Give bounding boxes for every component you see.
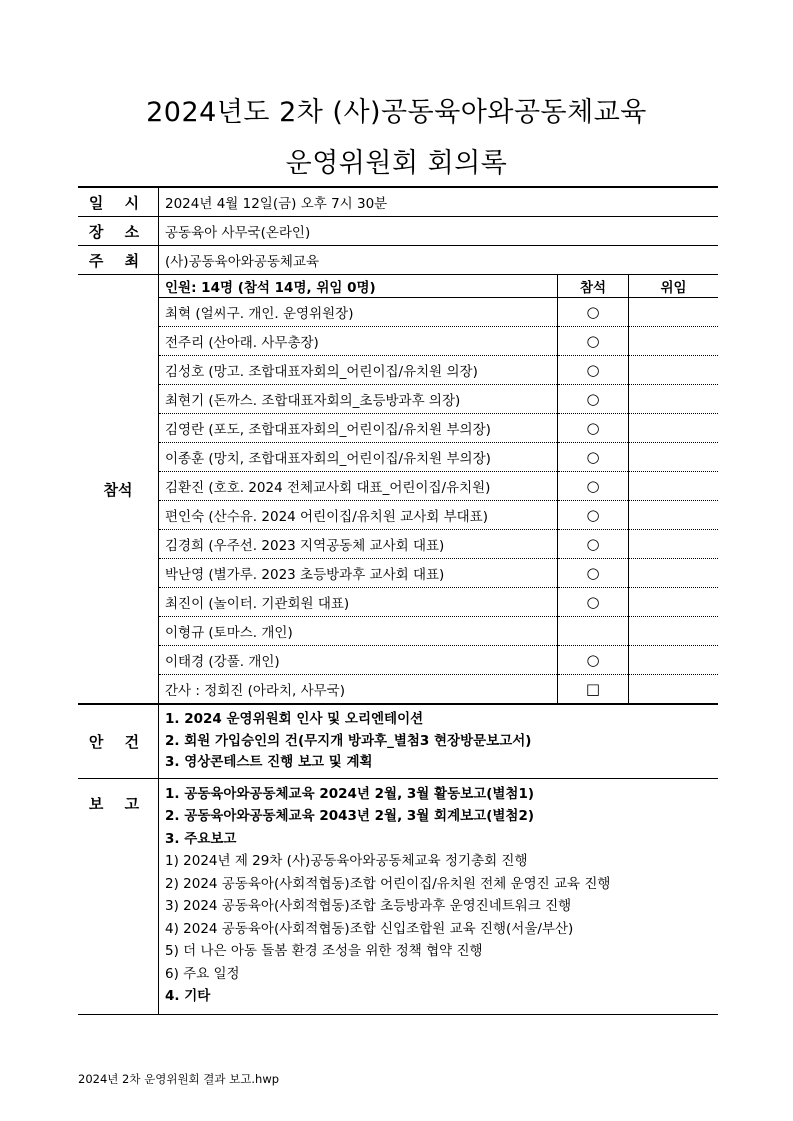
delegate-mark xyxy=(629,646,719,675)
attendee-name: 전주리 (산아래. 사무총장) xyxy=(159,327,558,356)
report-item: 5) 더 나은 아동 돌봄 환경 조성을 위한 정책 협약 진행 xyxy=(165,943,483,959)
attendee-row xyxy=(78,501,718,530)
attendee-row xyxy=(78,530,718,559)
attendee-name: 최진이 (놀이터. 기관회원 대표) xyxy=(159,588,558,617)
report-item: 6) 주요 일정 xyxy=(165,965,240,982)
delegate-mark xyxy=(629,675,719,705)
agenda-row xyxy=(78,704,718,778)
attend-mark: □ xyxy=(558,675,629,705)
attendee-row xyxy=(78,385,718,414)
delegate-mark xyxy=(629,298,719,327)
delegate-mark xyxy=(629,617,719,646)
host-row xyxy=(78,246,718,275)
attend-mark: ○ xyxy=(558,530,629,559)
attendee-name: 김경희 (우주선. 2023 지역공동체 교사회 대표) xyxy=(159,530,558,559)
attendee-name: 박난영 (별가루. 2023 초등방과후 교사회 대표) xyxy=(159,559,558,588)
report-item: 4. 기타 xyxy=(165,988,211,1004)
delegate-mark xyxy=(629,588,719,617)
attend-mark: ○ xyxy=(558,414,629,443)
delegate-mark xyxy=(629,472,719,501)
place-label: 장 소 xyxy=(78,217,159,246)
attendee-name: 최현기 (돈까스. 조합대표자회의_초등방과후 의장) xyxy=(159,385,558,414)
attend-column-header: 참석 xyxy=(558,275,629,298)
delegate-mark xyxy=(629,327,719,356)
attend-mark: ○ xyxy=(558,646,629,675)
place-value: 공동육아 사무국(온라인) xyxy=(159,217,719,246)
attendee-name: 김성호 (망고. 조합대표자회의_어린이집/유치원 의장) xyxy=(159,356,558,385)
report-item: 3. 주요보고 xyxy=(165,830,237,847)
attendee-row xyxy=(78,443,718,472)
date-value: 2024년 4월 12일(금) 오후 7시 30분 xyxy=(159,187,719,217)
attend-mark: ○ xyxy=(558,588,629,617)
delegate-mark xyxy=(629,559,719,588)
agenda-item: 1. 2024 운영위원회 인사 및 오리엔테이션 xyxy=(165,711,424,727)
attendee-row xyxy=(78,356,718,385)
report-item: 2. 공동육아와공동체교육 2043년 2월, 3월 회계보고(별첨2) xyxy=(165,808,535,824)
attendee-name: 최혁 (얼씨구. 개인. 운영위원장) xyxy=(159,298,558,327)
attendee-name: 김환진 (호호. 2024 전체교사회 대표_어린이집/유치원) xyxy=(159,472,558,501)
attend-mark: ○ xyxy=(558,327,629,356)
delegate-mark xyxy=(629,356,719,385)
report-row xyxy=(78,778,718,1014)
date-row xyxy=(78,187,718,217)
attendee-name: 이종훈 (망치, 조합대표자회의_어린이집/유치원 부의장) xyxy=(159,443,558,472)
report-item: 3) 2024 공동육아(사회적협동)조합 초등방과후 운영진네트워크 진행 xyxy=(165,898,572,914)
attendance-header-row xyxy=(78,275,718,298)
agenda-item: 3. 영상콘테스트 진행 보고 및 계획 xyxy=(165,754,373,770)
attendee-row xyxy=(78,327,718,356)
minutes-table xyxy=(78,186,718,1015)
report-item: 1. 공동육아와공동체교육 2024년 2월, 3월 활동보고(별첨1) xyxy=(165,785,535,802)
attendee-name: 김영란 (포도, 조합대표자회의_어린이집/유치원 부의장) xyxy=(159,414,558,443)
attendee-row xyxy=(78,617,718,646)
attendance-summary: 인원: 14명 (참석 14명, 위임 0명) xyxy=(159,275,558,298)
place-row xyxy=(78,217,718,246)
delegate-mark xyxy=(629,443,719,472)
attendance-label: 참석 xyxy=(78,275,159,705)
agenda-items xyxy=(159,704,719,778)
report-item: 1) 2024년 제 29차 (사)공동육아와공동체교육 정기총회 진행 xyxy=(165,853,528,869)
agenda-label: 안 건 xyxy=(78,704,159,778)
agenda-item: 2. 회원 가입승인의 건(무지개 방과후_별첨3 현장방문보고서) xyxy=(165,732,532,749)
report-item: 2) 2024 공동육아(사회적협동)조합 어린이집/유치원 전체 운영진 교육 진행 xyxy=(165,875,611,892)
attend-mark: ○ xyxy=(558,472,629,501)
attend-mark: ○ xyxy=(558,298,629,327)
attend-mark: ○ xyxy=(558,385,629,414)
host-label: 주 최 xyxy=(78,246,159,275)
attend-mark: ○ xyxy=(558,356,629,385)
attendee-row xyxy=(78,472,718,501)
attend-mark xyxy=(558,617,629,646)
attendee-row xyxy=(78,675,718,705)
attendee-name: 간사 : 정회진 (아라치, 사무국) xyxy=(159,675,558,705)
attend-mark: ○ xyxy=(558,443,629,472)
attendee-name: 이태경 (강풀. 개인) xyxy=(159,646,558,675)
delegate-mark xyxy=(629,530,719,559)
attendee-name: 편인숙 (산수유. 2024 어린이집/유치원 교사회 부대표) xyxy=(159,501,558,530)
report-label: 보 고 xyxy=(78,778,159,1014)
delegate-mark xyxy=(629,501,719,530)
document-title-line2: 운영위원회 회의록 xyxy=(285,148,508,179)
attendee-name: 이형규 (토마스. 개인) xyxy=(159,617,558,646)
attendee-row xyxy=(78,588,718,617)
date-label: 일 시 xyxy=(78,187,159,217)
delegate-mark xyxy=(629,385,719,414)
attend-mark: ○ xyxy=(558,559,629,588)
attendee-row xyxy=(78,414,718,443)
delegate-column-header: 위임 xyxy=(629,275,719,298)
attend-mark: ○ xyxy=(558,501,629,530)
delegate-mark xyxy=(629,414,719,443)
document-title-line1: 2024년도 2차 (사)공동육아와공동체교육 xyxy=(146,97,647,128)
attendee-row xyxy=(78,559,718,588)
footer-filename: 2024년 2차 운영위원회 결과 보고.hwp xyxy=(78,1072,280,1086)
report-item: 4) 2024 공동육아(사회적협동)조합 신입조합원 교육 진행(서울/부산) xyxy=(165,920,574,937)
attendee-row xyxy=(78,298,718,327)
report-items xyxy=(159,778,719,1014)
attendee-row xyxy=(78,646,718,675)
host-value: (사)공동육아와공동체교육 xyxy=(159,246,719,275)
